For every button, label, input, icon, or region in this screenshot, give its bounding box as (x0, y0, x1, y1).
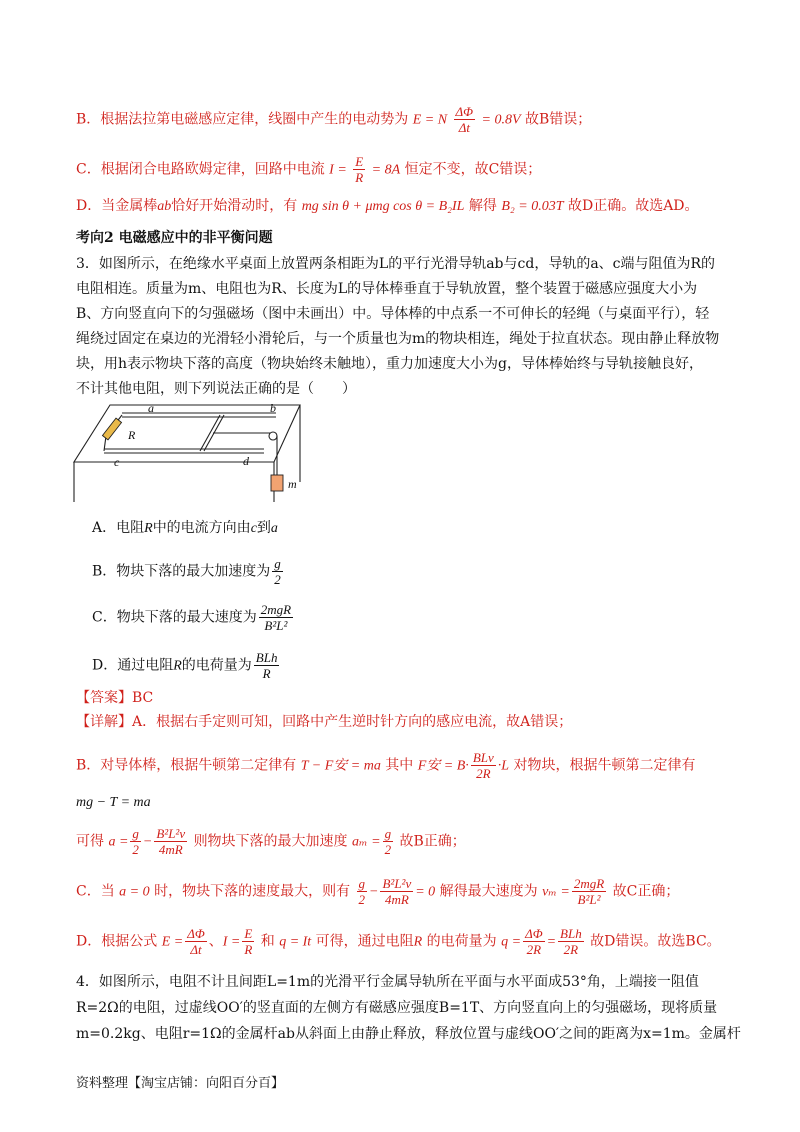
formula-current-right: = 8A (371, 162, 401, 178)
solution-b-conclusion: 故B错误； (524, 111, 592, 128)
q3-figure (70, 402, 310, 504)
solution-b-text: B．根据法拉第电磁感应定律，线圈中产生的电动势为 (76, 111, 409, 128)
formula-b2-result: B₂ = 0.03T (501, 199, 564, 214)
solution-d-mid: 恰好开始滑动时，有 (171, 198, 298, 214)
option-b: B．物块下落的最大加速度为 $\frac{g}{2}$ (92, 556, 281, 587)
solution-d-conclusion: 故D正确。故选AD。 (567, 198, 699, 214)
label-c: c (114, 455, 120, 469)
option-d: D．通过电阻R的电荷量为 $\frac{\text{BLh}}{R}$ (92, 650, 278, 681)
formula-emf-right: = 0.8V (481, 112, 521, 128)
mass-block (271, 475, 283, 491)
label-R: R (128, 428, 136, 442)
detail-c-line: C．当 a = 0 时，物块下落的速度最大，则有 $\frac{g}{2}$ − $\frac{\text{B²L²v}}{4mR}$ = 0 解得最大速度为 vₘ = $\frac{\text{2mgR}}{\text{B²L²}}$ 故C正确； (76, 876, 680, 907)
formula-emf-left: E = N (412, 112, 448, 128)
section-title: 考向2 电磁感应中的非平衡问题 (76, 230, 273, 246)
label-m: m (288, 477, 297, 491)
solution-d-mid2: 解得 (468, 198, 497, 214)
q4-line-1: 4．如图所示，电阻不计且间距L=1m的光滑平行金属导轨所在平面与水平面成53°角，上端接一阻值 (76, 974, 699, 990)
detail-b-line: B．对导体棒，根据牛顿第二定律有 T − F安 = ma 其中 F安 = B· $\frac{\text{BLv}}{2R}$ ·L 对物块，根据牛顿第二定律有 (76, 750, 696, 781)
solution-d-text: D．当金属棒 (76, 198, 158, 214)
q4-line-2: R=2Ω的电阻，过虚线OO′的竖直面的左侧方有磁感应强度B=1T、方向竖直向上的匀强磁场，现将质量 (76, 1000, 718, 1016)
detail-a-text: A．根据右手定则可知，回路中产生逆时针方向的感应电流，故A错误； (132, 714, 573, 730)
q3-line-4: 绳绕过固定在桌边的光滑轻小滑轮后，与一个质量也为m的物块相连，绳处于拉直状态。现由静止释放物 (76, 331, 720, 347)
solution-c-conclusion: 恒定不变，故C错误； (404, 161, 542, 178)
detail-b-line-3: 可得 a = $\frac{g}{2}$ − $\frac{\text{B²L²v}}{4mR}$ 则物块下落的最大加速度 aₘ = $\frac{g}{2}$ 故B正确； (76, 826, 466, 857)
detail-b-line-2: mg − T = ma (76, 795, 151, 810)
label-d: d (243, 454, 249, 468)
label-b: b (270, 402, 276, 415)
resistor-symbol (102, 418, 121, 440)
detail-d-line: D．根据公式 E = $\frac{\Delta\Phi}{\Delta t}$ 、I = $\frac{E}{R}$ 和 q = It 可得，通过电阻R 的电荷量为 q = $\frac{\Delta\Phi}{2R}$ = $\frac{\text{BLh}}{2R}$ 故D错误。故选BC。 (76, 926, 721, 957)
fraction-e-r: $\frac{E}{R}$ (355, 154, 364, 185)
formula-current-left: I = (329, 162, 347, 178)
formula-friction-balance: mg sin θ + μmg cos θ = B₂IL (301, 199, 465, 214)
option-c: C．物块下落的最大速度为 $\frac{\text{2mgR}}{\text{B²L²}}$ (92, 602, 292, 633)
fraction-dphi-dt: $\frac{\Delta\Phi}{\Delta t}$ (455, 104, 474, 135)
detail-a-line (76, 712, 740, 732)
answer-line: 【答案】BC (76, 690, 154, 706)
option-a: A．电阻R中的电流方向由c到a (92, 520, 278, 536)
q3-line-2: 电阻相连。质量为m、电阻也为R、长度为L的导体棒垂直于导轨放置，整个装置于磁感应强度大小为 (76, 281, 698, 297)
solution-d-line (76, 196, 740, 217)
q3-line-1: 3．如图所示，在绝缘水平桌面上放置两条相距为L的平行光滑导轨ab与cd，导轨的a、c端与阻值为R的 (76, 256, 716, 272)
solution-c-line (76, 154, 740, 185)
label-a: a (148, 402, 154, 415)
q3-line-5: 块，用h表示物块下落的高度（物块始终未触地），重力加速度大小为g，导体棒始终与导轨接触良好， (76, 356, 703, 372)
q4-line-3: m=0.2kg、电阻r=1Ω的金属杆ab从斜面上由静止释放，释放位置与虚线OO′之间的距离为x=1m。金属杆 (76, 1026, 741, 1042)
detail-label: 【详解】 (76, 714, 132, 730)
q3-line-6: 不计其他电阻，则下列说法正确的是（ ） (76, 381, 356, 397)
solution-c-text: C．根据闭合电路欧姆定律，回路中电流 (76, 161, 325, 178)
q3-line-3: B、方向竖直向下的匀强磁场（图中未画出）中。导体棒的中点系一不可伸长的轻绳（与桌面平行），轻 (76, 306, 710, 322)
footer-source: 资料整理【淘宝店铺：向阳百分百】 (76, 1076, 285, 1091)
rod-ab-label: ab (157, 199, 172, 214)
solution-b-line (76, 104, 740, 135)
